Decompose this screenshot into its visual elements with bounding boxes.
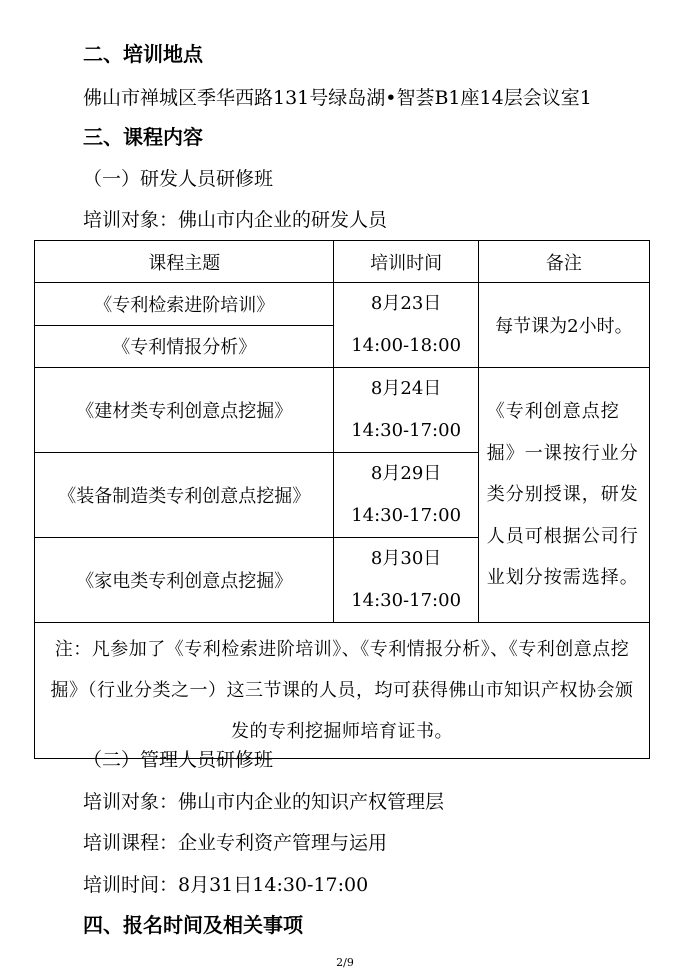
course-hours: 14:30-17:00	[351, 420, 462, 441]
course-hours: 14:30-17:00	[351, 590, 462, 611]
remark-cell-2: 《专利创意点挖掘》一课按行业分类分别授课，研发人员可根据公司行业划分按需选择。	[478, 368, 649, 623]
table-note-row	[35, 623, 650, 759]
course-date: 8月30日	[370, 548, 442, 569]
certificate-note: 注：凡参加了《专利检索进阶培训》、《专利情报分析》、《专利创意点挖掘》（行业分类之一）这三节课的人员，均可获得佛山市知识产权协会颁发的专利挖掘师培育证书。	[35, 623, 650, 759]
class2-title: （二）管理人员研修班	[83, 749, 274, 771]
course-topic: 《家电类专利创意点挖掘》	[35, 538, 334, 623]
table-header-row	[35, 241, 650, 283]
course-time	[334, 368, 478, 453]
class2-course: 培训课程：企业专利资产管理与运用	[83, 832, 388, 854]
section-heading-location: 二、培训地点	[83, 42, 203, 66]
course-topic: 《装备制造类专利创意点挖掘》	[35, 453, 334, 538]
page-number: 2/9	[336, 956, 354, 969]
section-heading-registration: 四、报名时间及相关事项	[83, 913, 303, 937]
class1-title: （一）研发人员研修班	[83, 168, 274, 190]
course-hours: 14:30-17:00	[351, 505, 462, 526]
course-date: 8月24日	[370, 378, 442, 399]
section-heading-course-content: 三、课程内容	[83, 125, 203, 149]
header-remark: 备注	[478, 241, 649, 283]
course-time	[334, 283, 478, 368]
remark-cell-1: 每节课为2小时。	[478, 283, 649, 368]
training-address: 佛山市禅城区季华西路131号绿岛湖•智荟B1座14层会议室1	[83, 87, 592, 109]
table-row	[35, 368, 650, 453]
table-row	[35, 283, 650, 326]
class2-target: 培训对象：佛山市内企业的知识产权管理层	[83, 791, 445, 813]
course-date: 8月29日	[370, 463, 442, 484]
course-date: 8月23日	[370, 293, 442, 314]
course-table	[34, 240, 650, 759]
course-hours: 14:00-18:00	[351, 335, 462, 356]
course-time	[334, 538, 478, 623]
class1-target: 培训对象：佛山市内企业的研发人员	[83, 209, 388, 231]
header-topic: 课程主题	[35, 241, 334, 283]
course-time	[334, 453, 478, 538]
header-time: 培训时间	[334, 241, 478, 283]
course-topic: 《建材类专利创意点挖掘》	[35, 368, 334, 453]
course-topic: 《专利情报分析》	[35, 325, 334, 368]
class2-time: 培训时间：8月31日14:30-17:00	[83, 874, 369, 896]
course-topic: 《专利检索进阶培训》	[35, 283, 334, 326]
